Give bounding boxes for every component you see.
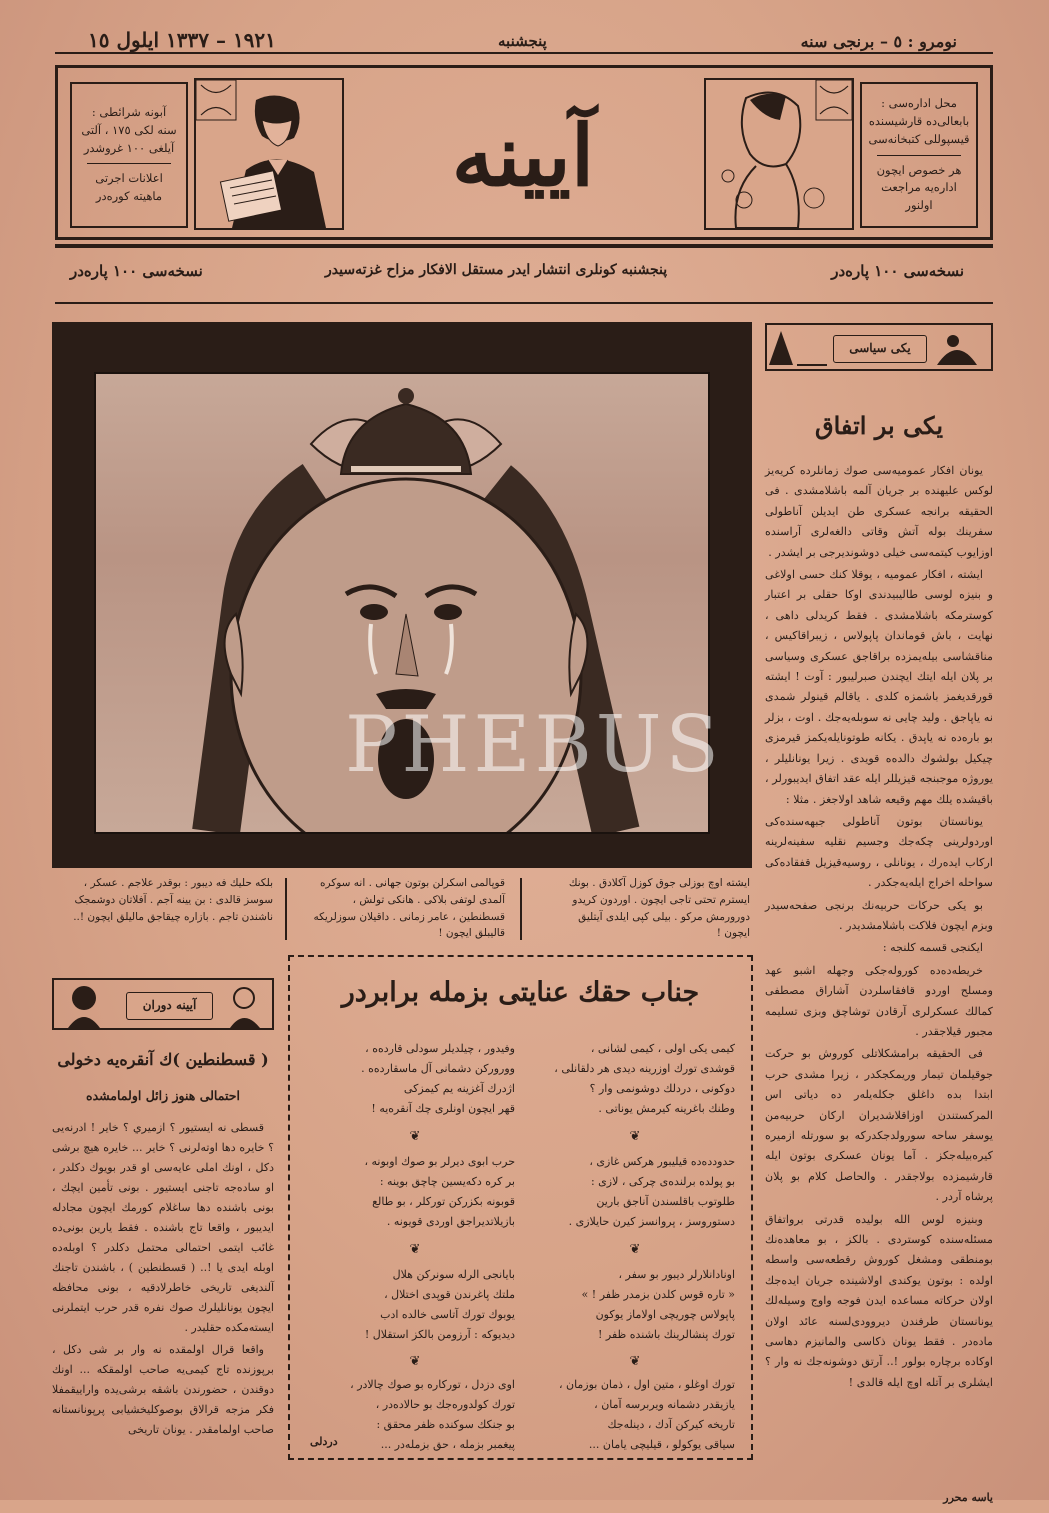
caption-2: قوپالمی اسکرلن بوتون جهانی . انه سوکره آلمدی لوتفی بلاکی . هانکی تولش ، قسطنطین ، عامر زمانی . داقیلان سوزلریکه قالیبلق ایچون ! bbox=[313, 877, 505, 940]
masthead-rule bbox=[55, 244, 993, 248]
ads-line-2: ماهیته کوره‌در bbox=[95, 189, 163, 204]
poem-line: دستوروسز ، پروانسز کیرن حایلازی . bbox=[568, 1215, 735, 1228]
poem-line: وورورکن دشمانی آل ماسقارده‌ه . bbox=[361, 1062, 515, 1075]
political-section-badge: یکی سیاسی bbox=[833, 335, 927, 363]
mirror-section-header bbox=[52, 978, 274, 1030]
caption-1: ایشته اوچ بوزلی جوق کوزل آکلادق . بونك ايسترم تحتی تاجی ايچون . اوردون كريدو دورورمش مرکو . بیلی کپی ایلدی آیتلیق ایچون ! bbox=[568, 877, 750, 940]
subscription-box bbox=[70, 82, 188, 228]
poem-line: ملتك پاغرندن قوپدی اختلال ، bbox=[384, 1288, 515, 1301]
poem-stanza bbox=[315, 1039, 515, 1119]
poem-line: دیدیوکه : آرزومن بالکز استقلال ! bbox=[364, 1328, 515, 1341]
poem-line: وفیدور ، چیلدیلر سودلی قارده‌ه ، bbox=[365, 1042, 515, 1055]
poem-stanza bbox=[535, 1152, 735, 1232]
poem-line: بو پولده برلنده‌ی چرکی ، لازی : bbox=[590, 1175, 735, 1188]
note-line-2: اداره‌یه مراجعت اولنور bbox=[881, 180, 957, 213]
caption-divider-2 bbox=[285, 878, 287, 940]
issue-day: پنجشنبه bbox=[498, 32, 547, 50]
poem-line: تاریخه کیرکن آدك ، دینله‌جك bbox=[607, 1418, 735, 1431]
poem-line: یوبوك تورك آتاسی خالده ادب bbox=[380, 1308, 515, 1321]
price-right: نسخه‌سی ١٠٠ پاره‌در bbox=[831, 262, 964, 280]
poem-line: بر کره دکه‌یسین چاچق بوینه : bbox=[379, 1175, 515, 1188]
article-paragraph: خریطه‌ده‌ده کوروله‌جکی وجهله اشبو عهد ومسلح اوردو قافقاسلردن آشاراق مصطفی کمالك عسکرلری آرقادن توشاچق وبزی تسلیمه مجبور قیلاجقدر . bbox=[765, 963, 993, 1038]
poem-line: طلوتوب باقلسندن آناجق بارین bbox=[596, 1195, 735, 1208]
article-paragraph: ایکنجی قسمه کلنجه : bbox=[882, 941, 983, 955]
poem-line: اژدرك آغزینه یم کیمزکی bbox=[403, 1082, 515, 1095]
reader-illustration bbox=[194, 78, 344, 230]
poem-title: جناب حقك عنایتی بزمله برابردر bbox=[341, 977, 700, 1008]
poem-signature: دردلی bbox=[310, 1435, 338, 1448]
masthead bbox=[55, 65, 993, 240]
poem-stanza bbox=[315, 1375, 515, 1455]
poem-line: پاپولاس چوریچی اولاماز یوکون bbox=[595, 1308, 735, 1321]
left-article-subtitle: احتمالی هنوز زائل اولمامشده bbox=[86, 1088, 240, 1103]
poem-line: « تاره قوس کلدن بزمدر ظفر ! » bbox=[581, 1288, 735, 1301]
poem-stanza bbox=[315, 1265, 515, 1345]
subscription-line-1: آبونه شرائطی : bbox=[91, 104, 167, 119]
poem-line: قوشدی تورك اوزرینه دیدی هر دلقانلی ، bbox=[554, 1062, 735, 1075]
political-section-header bbox=[765, 323, 993, 371]
article-paragraph: یونانستان بوتون آناطولی جبهه‌سنده‌کی اوردولرینی چکه‌جك وجسیم نقلیه سفینه‌لرینه ارکاب ایده‌رك ، یونانلی ، روسیه‌قیزیل قفقاده‌کی سواحله اخراج ایله‌یه‌جکدر . bbox=[765, 814, 993, 890]
article-paragraph: فی الحقیقه برامشکلاتلی کوروش بو حرکت جوقیلمان تیمار وریمکجکدر ، زیرا مشدی حرب ابتدا بده داغلق جکله‌یله‌ر ده دیاتی اس المرکستندن اوزاقلاشدیران ارکان حربیه‌من یوسفر ساحه سورولدجکدرکه بو سورتله ازمیره کیره‌بیله‌جکز . آما یونان عسکری بوتون ایله قارشیمزده بولاجقدر . والحاصل کلام بو پلان پرشاه آردر . bbox=[765, 1047, 993, 1204]
poem-line: بو جنکك سوکنده ظفر محقق : bbox=[376, 1418, 515, 1431]
flower-ornament-icon: ❦ bbox=[409, 1354, 421, 1369]
note-line-1: هر خصوص ایچون bbox=[876, 162, 962, 177]
left-article-title: ( قسطنطین )ك آنقره‌یه دخولی bbox=[57, 1050, 269, 1069]
poem-stanza bbox=[535, 1039, 735, 1119]
flower-ornament-icon: ❦ bbox=[409, 1129, 421, 1144]
top-rule bbox=[55, 52, 993, 54]
poem-line: تورك کولدوره‌جك بو حالاده‌در ، bbox=[375, 1398, 515, 1411]
article-body bbox=[765, 461, 993, 1395]
mirror-section-badge: آيينه دوران bbox=[126, 992, 213, 1020]
article-signature: یاسه محرر bbox=[943, 1491, 993, 1504]
issue-date: ١٩٢١ – ١٣٣٧ ايلول ١٥ bbox=[88, 28, 276, 52]
right-column bbox=[765, 323, 993, 1513]
office-box bbox=[860, 82, 978, 228]
subscription-line-3: آیلغی ١٠٠ غروشدر bbox=[83, 140, 175, 155]
slogan: پنجشنبه کونلری انتشار ایدر مستقل الافکار مزاح غزته‌سیدر bbox=[325, 262, 668, 278]
article-paragraph: ایشته ، افکار عمومیه ، یوقلا کنك حسی اولاغی و بنیزه لوسی طالیبیدندی اوکا حقلی بر اعتبار کوسترمکه باشلامشدی . فقط کریدلی داهی ، نهایت ، باش قوماندان پاپولاس ، زیبراقاکیس ، مناقشاسی بیله‌یمز‌ده براقاجق عسکری وسیاسی بر پلان ایله ایتك ایچندن صبرلیبور : آوت ! ایشته قورقدیغمز باشمزه کلدی . یاقالم قینولر شمدی نه یاپاجق . ولید چایی نه سوبله‌یه‌جك . اوت ، بزلر بو باره‌ده نه یاپدق . یکانه طوتونایله‌یکمز قیرمزی چیکیل بولشوك دالده‌ه قویدی . زیرا یونانلیلر ، یوروژه موجبنجه قیزیللر ایله عقد اتفاق ایدیبورلر ، باقیشده یلك مهم وقیعه شاهد اولاجغز . مثلا : bbox=[765, 568, 993, 806]
poem-line: پیغمبر بزمله ، حق بزمله‌در ... bbox=[380, 1438, 515, 1451]
poem-line: حدودده‌ده قیلیبور هرکس غازی ، bbox=[589, 1155, 735, 1168]
watermark: PHEBUS bbox=[345, 700, 723, 790]
issue-number: نومرو : ٥ – برنجی سنه bbox=[800, 32, 957, 51]
office-line-2: بابعالی‌ده قارشیسنده bbox=[868, 113, 970, 128]
poem-line: حرب ابوی دیرلر بو صوك اوبونه ، bbox=[364, 1155, 515, 1168]
flower-ornament-icon: ❦ bbox=[629, 1129, 641, 1144]
caption-3: بلکه حلیك فه دیبور : بوقدر علاجم . عسکر ، سوسز قالدی : بن یینه آجم . آفلاتان دوشمجک ناشندن تاجم . بازاره چیقاجق مالیلق ایچون !.. bbox=[73, 877, 273, 923]
caption-divider-1 bbox=[520, 878, 522, 940]
newspaper-title: آيينه bbox=[451, 105, 595, 205]
poem-line: بازیلاتدیراجق اوردی قویونه . bbox=[386, 1215, 515, 1228]
poem-line: دوکونی ، دردلك دوشونمی وار ؟ bbox=[589, 1082, 735, 1095]
poem-line: یازیقدر دشمانه ویربرسه آمان ، bbox=[594, 1398, 735, 1411]
poem-stanza bbox=[315, 1152, 515, 1232]
flower-ornament-icon: ❦ bbox=[629, 1354, 641, 1369]
office-line-3: قیسپوللی کتبخانه‌سی bbox=[868, 131, 970, 146]
poem-line: تورك اوغلو ، متین اول ، ذمان بوزمان ، bbox=[558, 1378, 735, 1391]
article-paragraph: یونان افکار عمومیه‌سی صوك زمانلرده کریه‌یز لوکس علیهنده بر جریان آلمه باشلامشدی . فی الحقیقه برانجه عسکری طن ایدیلن آناطولی سفرینك بوله آتش وقاتی دالغه‌لری آراسنده اوزایوب کیتمه‌سی خیلی دوشوندیرجی بر ایشدر . bbox=[765, 464, 993, 559]
poem-line: سیاقی یوکولو ، قیلیچی یامان ... bbox=[588, 1438, 735, 1451]
flower-ornament-icon: ❦ bbox=[629, 1242, 641, 1257]
poem-line: بایانجی الرله سونرکن هلال bbox=[392, 1268, 515, 1281]
article-paragraph: وبنیزه لوس الله بولیده قدرتی برواتفاق مسئله‌سنده کوستردی . بالکز ، بو معاهده‌نك بومنطقی ومشغل کوروش رقطعه‌سی واسطه اولده : بوتون یوکندی اولاشینده جریان ایده‌جك اولان حرکاته مساعده ایدن فوجه واوج وسیله‌لك یونانستان طرفندن دیروودی‌لسنه عائد اولان ماده‌در . فقط یونان ذکاسی والمانیزم دهاسی اوکاده برچاره بولور !.. آرتق دوشونه‌جك نه وار ؟ ایشلری بر آتله اوچ ایله قالدی ! bbox=[765, 1212, 993, 1389]
woman-illustration bbox=[704, 78, 854, 230]
poem-line: اونادانلارلر دیبور بو سفر ، bbox=[618, 1268, 735, 1281]
subscription-line-2: سنه لکی ١٧٥ ، آلتی bbox=[81, 122, 177, 137]
ads-line-1: اعلانات اجرتی bbox=[95, 171, 163, 186]
poem-line: اوی دزدل ، تورکاره بو صوك چالادر ، bbox=[350, 1378, 515, 1391]
poem-stanza bbox=[535, 1375, 735, 1455]
poem-stanza bbox=[535, 1265, 735, 1345]
poem-box bbox=[288, 955, 753, 1460]
slogan-rule bbox=[55, 302, 993, 304]
price-left: نسخه‌سی ١٠٠ پاره‌در bbox=[70, 262, 203, 280]
left-article-paragraph: واقعا قرال اولمقده نه وار بر شی دکل ، برپوزنده تاج کیمی‌یه صاحب اولمقکه ... اونك دوقندن ، حضورندن باشقه برشی‌یده واراییقمفلا فکر مزجه قرالاق بوصوکلیخشیابی پرپونانستانه صاحب اولمامقدر . یونان تاريخی bbox=[52, 1343, 274, 1436]
poem-line: قهر ایچون اونلری چك آنقره‌یه ! bbox=[371, 1102, 515, 1115]
left-article-body bbox=[52, 1118, 274, 1442]
office-line-1: محل اداره‌سی : bbox=[881, 96, 957, 111]
poem-line: وطنك باغرینه کیرمش یوناتی . bbox=[598, 1102, 735, 1115]
flower-ornament-icon: ❦ bbox=[409, 1242, 421, 1257]
left-article-paragraph: قسطی نه ايستيور ؟ ازميري ؟ خاير ! ادرنه‌یی ؟ خایره دها اوته‌لرنی ؟ خایر ... خایره هیچ برشی دکل ، اونك املی عایه‌سی او قدر بويوك دکلدر ، او ساده‌جه تاجنی ايستيور . بونی تأمين ايچك ، بونی باشنده دها ساغلام کورمك ايچون مجادله ايديبور ، واقعا تاج باشنده . فقط يارين بونی‌ده غائب ايتمی احتمالی محتمل دکلدر ؟ اوبله‌ده اوبله ایدی یا !.. ( قسطنطین ) ، باشندن تاجنك آلندیغی تاریخی خاطرلادقیه ، بونی محافظه ایچون یونانلیلرك صوك نفره قدر حرب ایتملرنی ایسته‌مکده حقلیدر . bbox=[52, 1121, 274, 1334]
article-paragraph: بو یکی حرکات حربیه‌نك برنجی صفحه‌سیدر وبزم ایچون فلاکت باشلامشدیدر . bbox=[765, 898, 993, 932]
poem-line: کیمی یکی اولی ، کیمی لشانی ، bbox=[590, 1042, 735, 1055]
poem-line: قوبونه بکزرکن تورکلر ، بو طالع bbox=[372, 1195, 515, 1208]
poem-line: تورك پنشالرینك باشنده ظفر ! bbox=[597, 1328, 735, 1341]
article-title: یکی بر اتفاق bbox=[815, 411, 943, 440]
